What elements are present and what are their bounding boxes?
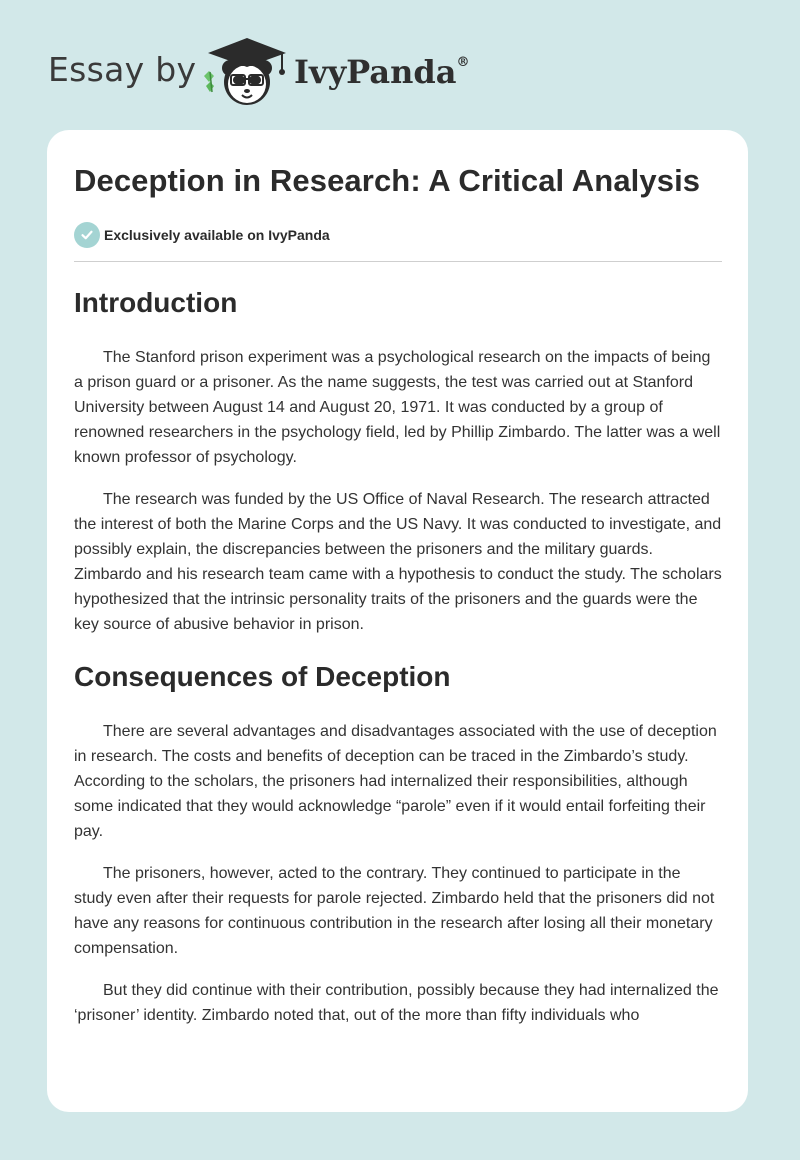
paragraph: But they did continue with their contribution, possibly because they had internalized the ‘prisoner’ identity. Zimbardo noted that, out of the more than fifty individuals who — [74, 982, 719, 1024]
paragraph: The research was funded by the US Office of Naval Research. The research attracted the interest of both the Marine Corps and the US Navy. It was conducted to investigate, and possibly explain, the discrepancies between the prisoners and the military guards. Zimbardo and his research team came with a hypothesis to conduct the study. The scholars hypothesized that the intrinsic personality traits of the prisoners and the guards were the key source of abusive behavior in prison. — [74, 491, 722, 633]
brand-prefix: Essay by — [48, 50, 197, 89]
check-circle-icon — [74, 222, 100, 248]
paragraph: The Stanford prison experiment was a psychological research on the impacts of being a prison guard or a prisoner. As the name suggests, the test was carried out at Stanford University between August 14 and August 20, 1971. It was conducted by a group of renowned researchers in the psychology field, led by Phillip Zimbardo. The latter was a well known professor of psychology. — [74, 349, 721, 466]
site-header — [48, 34, 508, 110]
registered-mark: ® — [456, 55, 470, 70]
page-title: Deception in Research: A Critical Analysis — [74, 163, 701, 198]
divider — [74, 261, 722, 262]
panda-graduate-icon[interactable] — [200, 34, 296, 110]
section-consequences — [74, 659, 722, 1028]
badge-text: Exclusively available on IvyPanda — [104, 227, 330, 243]
paragraph: There are several advantages and disadvantages associated with the use of deception in research. The costs and benefits of deception can be traced in the Zimbardo’s study. According to the scholars, the prisoners had internalized their responsibilities, although some indicated that they would acknowledge “parole” even if it would entail forfeiting their pay. — [74, 723, 717, 840]
exclusive-badge — [74, 221, 722, 249]
section-introduction — [74, 285, 722, 637]
paragraph: The prisoners, however, acted to the contrary. They continued to participate in the study even after their requests for parole rejected. Zimbardo held that the prisoners did not have any reasons for continuous contribution in the research after losing all their monetary compensation. — [74, 865, 715, 957]
brand-name[interactable]: IvyPanda® — [294, 53, 470, 91]
section-heading: Introduction — [74, 287, 238, 318]
article-card — [47, 130, 748, 1112]
section-heading: Consequences of Deception — [74, 661, 451, 692]
